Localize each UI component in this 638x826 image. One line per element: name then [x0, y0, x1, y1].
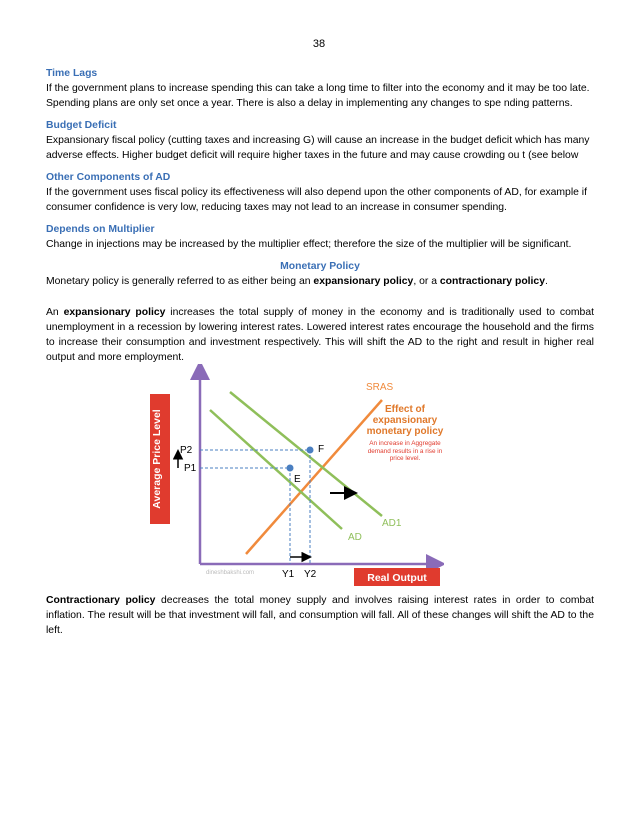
- tick-p2: P2: [180, 445, 193, 456]
- paragraph-multiplier: Change in injections may be increased by the multiplier effect; therefore the size of the multiplier will be significant.: [46, 239, 572, 250]
- chart-svg: [144, 364, 444, 589]
- expansionary-prefix: An: [46, 307, 64, 318]
- label-ad1: AD1: [382, 518, 402, 529]
- heading-time-lags: Time Lags: [46, 68, 98, 79]
- tick-p1: P1: [184, 463, 197, 474]
- heading-monetary-policy: Monetary Policy: [280, 261, 360, 272]
- paragraph-expansionary: [46, 305, 594, 365]
- expansionary-text: increases the total supply of money in the economy and is traditionally used to combat unemployment in a recession by lowering interest rates. Lowered interest rates encourage the household and the firms to increase their consumption and investment respectively. This will shift the AD to the right and result in higher real output and more employment.: [46, 307, 594, 363]
- ad-shift-chart: [144, 364, 444, 589]
- paragraph-other-components: If the government uses fiscal policy its effectiveness will also depend upon the other components of AD, for example if consumer confidence is very low, reducing taxes may not lead to an increase in consumer spending.: [46, 187, 587, 213]
- paragraph-budget-deficit: Expansionary fiscal policy (cutting taxes and increasing G) will cause an increase in the budget deficit which has many adverse effects. Higher budget deficit will require higher taxes in the future and may cause crowding ou t (see below: [46, 135, 590, 161]
- point-f-label: F: [318, 444, 325, 455]
- heading-multiplier: Depends on Multiplier: [46, 224, 155, 235]
- intro-prefix: Monetary policy is generally referred to as either being an: [46, 276, 314, 287]
- point-e-label: E: [294, 474, 301, 485]
- tick-y1: Y1: [282, 569, 295, 580]
- tick-y2: Y2: [304, 569, 317, 580]
- document-body: [46, 66, 594, 372]
- intro-expansionary-term: expansionary policy: [313, 276, 414, 287]
- y-axis-label: Average Price Level: [151, 409, 163, 509]
- page-number: 38: [312, 38, 326, 50]
- intro-mid: , or a: [413, 276, 440, 287]
- contractionary-term: Contractionary policy: [46, 595, 156, 606]
- point-e: [287, 465, 294, 472]
- chart-subtitle: An increase in Aggregate demand results in a rise in price level.: [367, 440, 443, 462]
- contractionary-text: decreases the total money supply and involves raising interest rates in order to combat inflation. The result will be that investment will fall, and consumption will fall. All of these changes will shift the AD to the left.: [46, 595, 594, 636]
- heading-budget-deficit: Budget Deficit: [46, 120, 117, 131]
- chart-title: Effect of expansionary monetary policy: [366, 404, 444, 437]
- intro-contractionary-term: contractionary policy: [439, 276, 545, 287]
- label-sras: SRAS: [366, 382, 394, 393]
- paragraph-time-lags: If the government plans to increase spending this can take a long time to filter into the economy and it may be too late. Spending plans are only set once a year. There is also a delay in implementing any changes to spe nding patterns.: [46, 83, 590, 109]
- heading-other-components: Other Components of AD: [46, 172, 171, 183]
- label-ad: AD: [348, 532, 362, 543]
- expansionary-term: expansionary policy: [63, 307, 166, 318]
- point-f: [307, 447, 314, 454]
- paragraph-monetary-intro: [46, 274, 594, 289]
- chart-watermark: dineshbakshi.com: [206, 570, 255, 576]
- intro-suffix: .: [545, 276, 548, 287]
- chart-title-block: [366, 404, 444, 524]
- x-axis-label: Real Output: [367, 572, 427, 584]
- paragraph-contractionary: [46, 593, 594, 638]
